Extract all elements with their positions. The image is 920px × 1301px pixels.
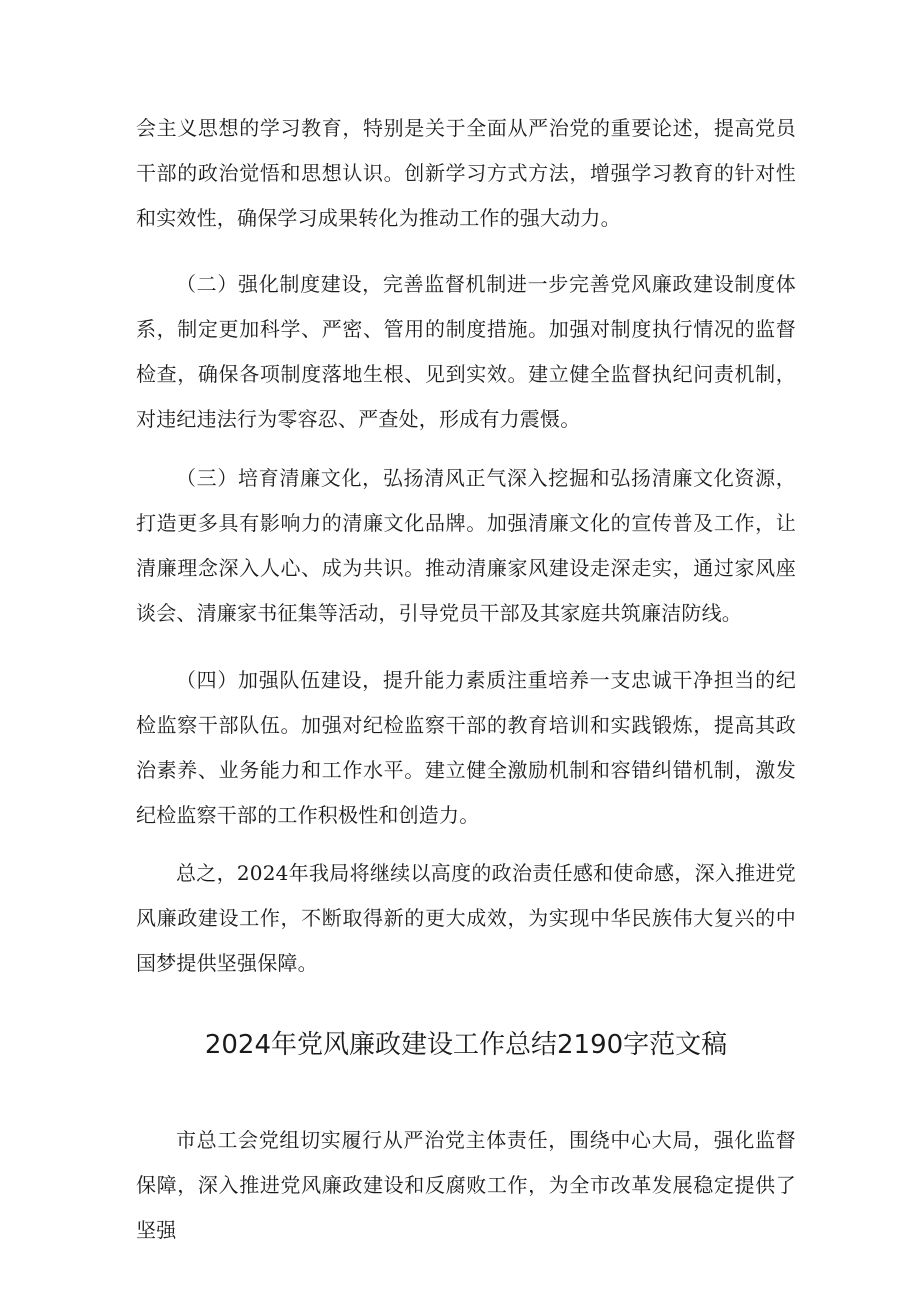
paragraph-continuation: 会主义思想的学习教育，特别是关于全面从严治党的重要论述，提高党员干部的政治觉悟和思想认识。创新学习方式方法，增强学习教育的针对性和实效性，确保学习成果转化为推动工作的强大动力。: [136, 116, 796, 230]
paragraph-team-building: （四）加强队伍建设，提升能力素质注重培养一支忠诚干净担当的纪检监察干部队伍。加强对纪检监察干部的教育培训和实践锻炼，提高其政治素养、业务能力和工作水平。建立健全激励机制和容错纠错机制，激发纪检监察干部的工作积极性和创造力。: [136, 668, 796, 827]
paragraph-clean-culture: （三）培育清廉文化，弘扬清风正气深入挖掘和弘扬清廉文化资源，打造更多具有影响力的清廉文化品牌。加强清廉文化的宣传普及工作，让清廉理念深入人心、成为共识。推动清廉家风建设走深走实，通过家风座谈会、清廉家书征集等活动，引导党员干部及其家庭共筑廉洁防线。: [136, 466, 796, 625]
paragraph-conclusion: 总之，2024年我局将继续以高度的政治责任感和使命感，深入推进党风廉政建设工作，不断取得新的更大成效，为实现中华民族伟大复兴的中国梦提供坚强保障。: [136, 861, 796, 975]
paragraph-institution-building: （二）强化制度建设，完善监督机制进一步完善党风廉政建设制度体系，制定更加科学、严密、管用的制度措施。加强对制度执行情况的监督检查，确保各项制度落地生根、见到实效。建立健全监督执纪问责机制，对违纪违法行为零容忍、严查处，形成有力震慑。: [136, 272, 796, 431]
document-title: 2024年党风廉政建设工作总结2190字范文稿: [204, 1030, 728, 1060]
paragraph-opening: 市总工会党组切实履行从严治党主体责任，围绕中心大局，强化监督保障，深入推进党风廉政建设和反腐败工作，为全市改革发展稳定提供了坚强: [136, 1128, 796, 1242]
